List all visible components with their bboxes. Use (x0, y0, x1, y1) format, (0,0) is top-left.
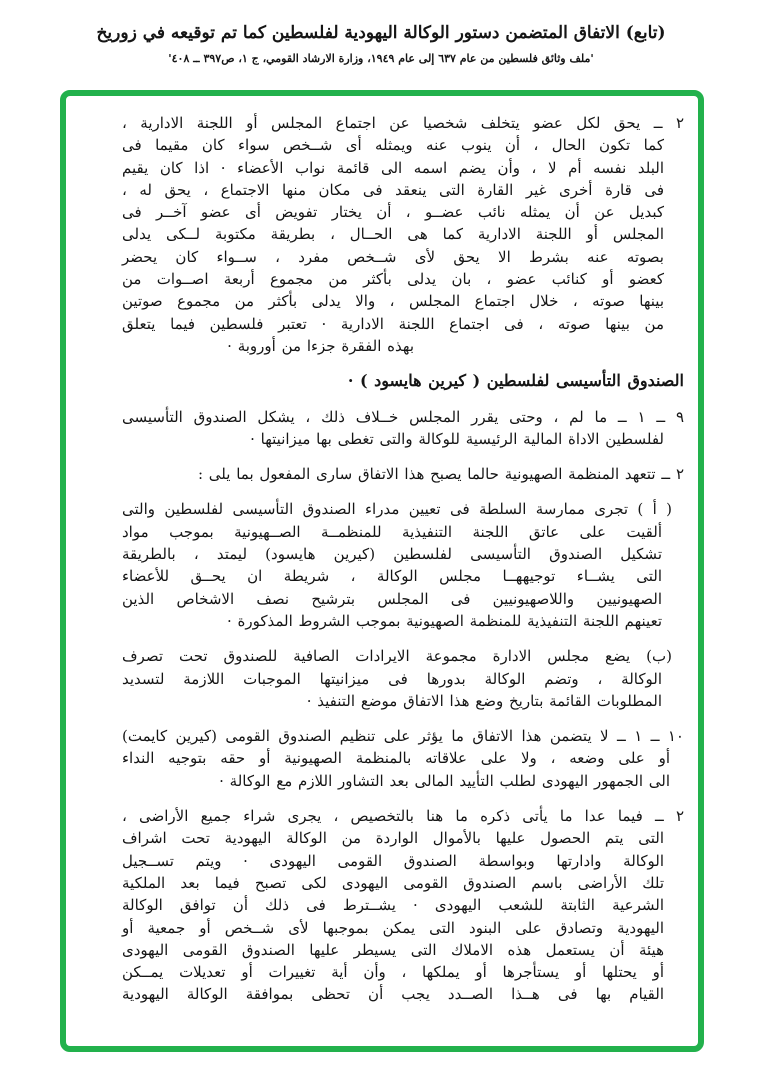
text-line: (ب) يضع مجلس الادارة مجموعة الايرادات الصافية للصندوق تحت تصرف (122, 647, 672, 666)
text-line: الى الجمهور اليهودى لطلب التأييد المالى بعد التشاور اللازم مع الوكالة · (219, 771, 670, 790)
document-title: (تابع) الاتفاق المتضمن دستور الوكالة اليهودية لفلسطين كما تم توقيعه في زوريخ (96, 23, 666, 43)
text-line: ألقيت على عاتق اللجنة التنفيذية للمنظمــة الصــهيونية بموجب مواد (122, 522, 662, 541)
text-line: كعضو أو كنائب عضو ، بان يدلى بأكثر من مجموع أربعة اصــوات من (122, 270, 664, 289)
text-line: الوكالة ، وتضم الوكالة بدورها فى ميزانيتها الموجبات اللازمة لتسديد (122, 669, 662, 688)
text-line: أو يحتلها أو يستأجرها أو يملكها ، وأن أية تغييرات أو تعديلات يمــكن (122, 963, 664, 982)
text-line: من بينها صوته ، فى اجتماع اللجنة الادارية · تعتبر فلسطين فيما يتعلق (122, 314, 664, 333)
text-line: المطلوبات القائمة بتاريخ وضع هذا الاتفاق موضع التنفيذ · (306, 691, 662, 710)
text-line: ١٠ ــ ١ ــ لا يتضمن هذا الاتفاق ما يؤثر على تنظيم الصندوق القومى (كيرين كايمت) (122, 727, 684, 746)
text-line: البلد نفسه أم لا ، وأن يضم اسمه الى قائمة نواب الأعضاء · اذا كان يقيم (122, 158, 664, 177)
text-line: أو على وضعه ، ولا على علاقاته بالمنظمة الصهيونية أو حقه بتوجيه النداء (122, 749, 670, 768)
text-line: كما تكون الحال ، أن ينوب عنه ويمثله أى شــخص سواء كان مقيما فى (122, 136, 664, 155)
highlight-frame (60, 90, 704, 1052)
text-line: هيئة أن يستعمل هذه الاملاك التى يسيطر عليها الصندوق القومى اليهودى (122, 940, 664, 959)
text-line: تلك الأراضى باسم الصندوق القومى اليهودى لكى تصبح فيما بعد الملكية (122, 873, 664, 892)
text-line: فى قارة أخرى غير القارة التى ينعقد فى مكان منها الاجتماع ، يحق له ، (122, 180, 664, 199)
text-line: المجلس أو اللجنة الادارية كما هى الحــال ، بطريقة مكتوبة لــكى يدلى (122, 225, 664, 244)
text-line: التى يشــاء توجيههــا مجلس الوكالة ، شريطة ان يحــق للأعضاء (122, 567, 662, 586)
text-line: بصوته عنه بشرط الا يحق لأى شــخص مفرد ، ســواء كان يحضر (122, 247, 664, 266)
page-header (0, 22, 762, 65)
text-line: الشرعية الثابتة للشعب اليهودى · يشــترط فى ذلك أن توافق الوكالة (122, 896, 664, 915)
text-line: ٢ ــ يحق لكل عضو يتخلف شخصيا عن اجتماع المجلس أو اللجنة الادارية ، (122, 114, 684, 132)
source-citation: 'ملف وثائق فلسطين من عام ٦٣٧ إلى عام ١٩٤٩، وزارة الارشاد القومي، ج ١، ص٣٩٧ ــ ٤٠٨' (168, 51, 594, 65)
text-line: ٩ ــ ١ ــ ما لم ، وحتى يقرر المجلس خــلاف ذلك ، يشكل الصندوق التأسيسى (122, 407, 684, 426)
text-line: الصهيونيين واللاصهيونيين فى المجلس بترشيح نصف الاشخاص الذين (122, 589, 662, 608)
text-line: بينها صوته ، خلال اجتماع المجلس ، والا يدلى بأكثر من مجموع صوتين (122, 292, 664, 311)
text-line: ( أ ) تجرى ممارسة السلطة فى تعيين مدراء الصندوق التأسيسى لفلسطين والتى (122, 500, 672, 519)
text-line: ٢ ــ فيما عدا ما يأتى ذكره ما هنا بالتخصيص ، يجرى شراء جميع الأراضى ، (122, 807, 684, 826)
text-line: تعينهم اللجنة التنفيذية للمنظمة الصهيونية بموجب الشروط المذكورة · (226, 611, 662, 630)
text-line: كبديل عن أن يمثله نائب عضــو ، أن يختار تفويض أى عضو آخــر فى (122, 203, 664, 222)
text-line: تشكيل الصندوق التأسيسى لفلسطين (كيرين هايسود) ليمتد ، بالطريقة (122, 545, 662, 564)
text-line: بهذه الفقرة جزءا من أوروبة · (227, 336, 414, 355)
text-line: لفلسطين الاداة المالية الرئيسية للوكالة والتى تغطى بها ميزانيتها · (250, 429, 664, 448)
document-body (122, 112, 684, 1006)
text-line: الوكالة وادارتها وبواسطة الصندوق القومى اليهودى · ويتم تســجيل (122, 851, 664, 870)
section-heading: الصندوق التأسيسى لفلسطين ( كيرين هايسود ) · (347, 371, 684, 391)
text-line: اليهودية وتصادق على البنود التى يمكن بموجبها لأى شــخص أو جمعية أو (122, 918, 664, 937)
text-line: القيام بها فى هــذا الصــدد يجب أن تحظى بموافقة الوكالة اليهودية (122, 985, 664, 1004)
text-line: التى يتم الحصول عليها بالأموال الواردة من الوكالة اليهودية تحت اشراف (122, 829, 664, 848)
text-line: ٢ ــ تتعهد المنظمة الصهيونية حالما يصبح هذا الاتفاق سارى المفعول بما يلى : (197, 465, 684, 484)
